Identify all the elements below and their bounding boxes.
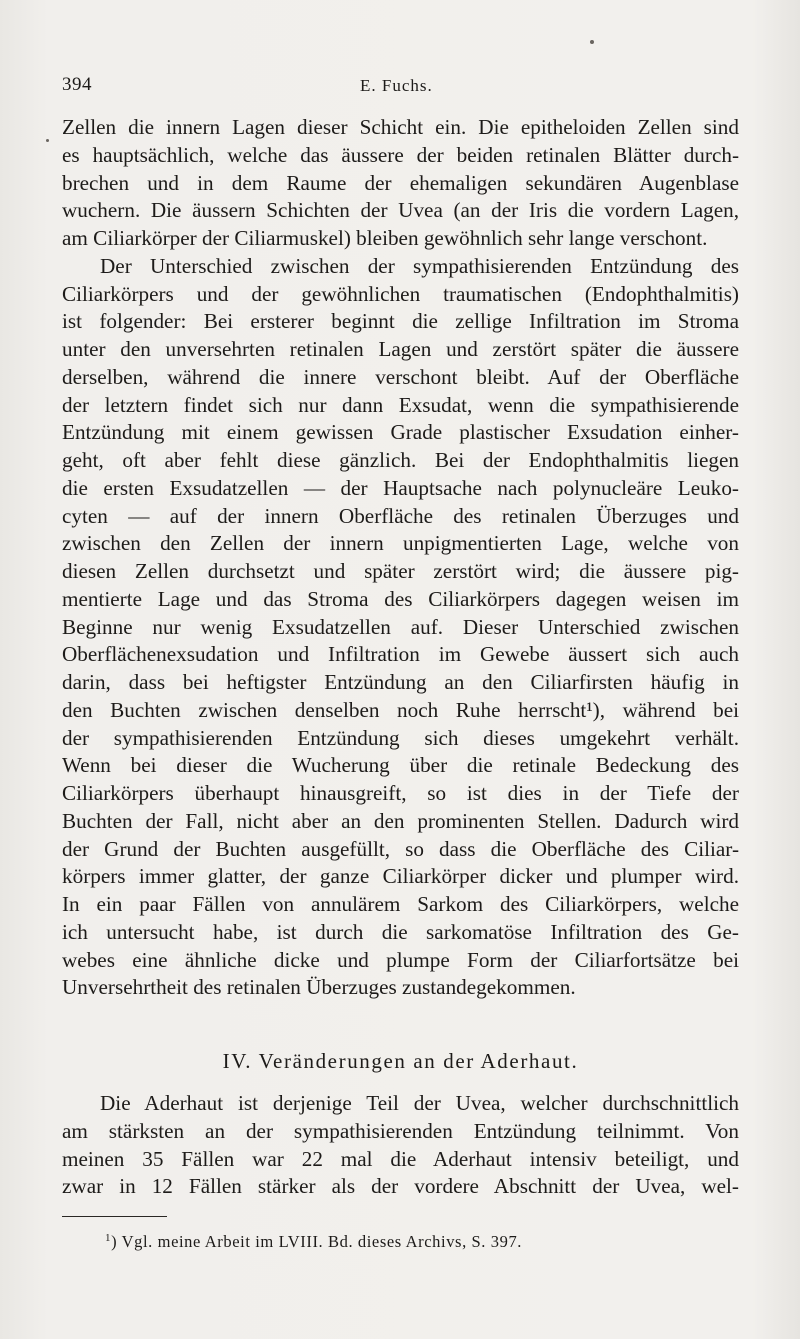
text-line: Beginne nur wenig Exsudatzellen auf. Dieser Unterschied zwischen bbox=[62, 614, 739, 639]
text-line: geht, oft aber fehlt diese gänzlich. Bei der Endophthalmitis liegen bbox=[62, 448, 739, 472]
text-line: es hauptsächlich, welche das äussere der beiden retinalen Blätter durch- bbox=[62, 142, 739, 167]
body-text bbox=[62, 114, 739, 1002]
text-line: unter den unversehrten retinalen Lagen und zerstört später die äussere bbox=[62, 337, 739, 361]
text-line: wuchern. Die äussern Schichten der Uvea (an der Iris die vordern Lagen, bbox=[62, 198, 739, 223]
paragraph-1 bbox=[62, 114, 739, 253]
text-line: darin, dass bei heftigster Entzündung an den Ciliarfirsten häufig in bbox=[62, 670, 739, 694]
text-line: Wenn bei dieser die Wucherung über die retinale Bedeckung des bbox=[62, 753, 739, 778]
text-line: ich untersucht habe, ist durch die sarkomatöse Infiltration des Ge- bbox=[62, 919, 739, 944]
footnote bbox=[105, 1232, 522, 1252]
text-line: den Buchten zwischen denselben noch Ruhe herrscht¹), während bei bbox=[62, 697, 739, 722]
text-line: webes eine ähnliche dicke und plumpe Form der Ciliarfortsätze bei bbox=[62, 947, 739, 972]
text-line: cyten — auf der innern Oberfläche des retinalen Überzuges und bbox=[62, 503, 739, 528]
footnote-text: ) Vgl. meine Arbeit im LVIII. Bd. dieses Archivs, S. 397. bbox=[111, 1232, 523, 1251]
text-line: Der Unterschied zwischen der sympathisierenden Entzündung des bbox=[100, 253, 739, 278]
page-number: 394 bbox=[62, 74, 92, 95]
text-line: der sympathisierenden Entzündung sich dieses umgekehrt verhält. bbox=[62, 725, 739, 750]
text-line: ist folgender: Bei ersterer beginnt die zellige Infiltration im Stroma bbox=[62, 309, 739, 334]
running-head: E. Fuchs. bbox=[360, 76, 433, 95]
text-line: meinen 35 Fällen war 22 mal die Aderhaut intensiv beteiligt, und bbox=[62, 1146, 739, 1171]
section-heading: IV. Veränderungen an der Aderhaut. bbox=[222, 1049, 579, 1073]
footnote-divider bbox=[62, 1216, 167, 1217]
text-line: Oberflächenexsudation und Infiltration im Gewebe äussert sich auch bbox=[62, 642, 739, 667]
text-line: In ein paar Fällen von annulärem Sarkom des Ciliarkörpers, welche bbox=[62, 892, 739, 916]
text-line: körpers immer glatter, der ganze Ciliarkörper dicker und plumper wird. bbox=[62, 864, 739, 889]
text-line: mentierte Lage und das Stroma des Ciliarkörpers dagegen weisen im bbox=[62, 586, 739, 611]
text-line: der letztern findet sich nur dann Exsudat, wenn die sympathisierende bbox=[62, 392, 739, 417]
page-header bbox=[62, 74, 738, 100]
text-line: Die Aderhaut ist derjenige Teil der Uvea, welcher durchschnittlich bbox=[100, 1091, 739, 1115]
text-line: Ciliarkörpers und der gewöhnlichen traumatischen (Endophthalmitis) bbox=[62, 281, 739, 306]
text-line: brechen und in dem Raume der ehemaligen sekundären Augenblase bbox=[62, 170, 739, 195]
text-line: zwar in 12 Fällen stärker als der vordere Abschnitt der Uvea, wel- bbox=[62, 1174, 739, 1199]
text-line: zwischen den Zellen der innern unpigmentierten Lage, welche von bbox=[62, 531, 739, 556]
text-line: Buchten der Fall, nicht aber an den prominenten Stellen. Dadurch wird bbox=[62, 808, 739, 833]
footnote-marker: 1 bbox=[105, 1232, 112, 1244]
print-speck bbox=[46, 139, 49, 142]
text-line: am Ciliarkörper der Ciliarmuskel) bleiben gewöhnlich sehr lange verschont. bbox=[62, 226, 708, 250]
section-body-text bbox=[62, 1090, 739, 1201]
text-line: Entzündung mit einem gewissen Grade plastischer Exsudation einher- bbox=[62, 420, 739, 445]
text-line: am stärksten an der sympathisierenden Entzündung teilnimmt. Von bbox=[62, 1118, 739, 1143]
text-line: derselben, während die innere verschont bleibt. Auf der Oberfläche bbox=[62, 364, 739, 389]
text-line: diesen Zellen durchsetzt und später zerstört wird; die äussere pig- bbox=[62, 559, 739, 583]
text-line: Ciliarkörpers überhaupt hinausgreift, so ist dies in der Tiefe der bbox=[62, 781, 739, 805]
text-line: die ersten Exsudatzellen — der Hauptsache nach polynucleäre Leuko- bbox=[62, 475, 739, 500]
print-speck bbox=[590, 40, 594, 44]
text-line: Zellen die innern Lagen dieser Schicht ein. Die epitheloiden Zellen sind bbox=[62, 115, 739, 139]
text-line: Unversehrtheit des retinalen Überzuges zustandegekommen. bbox=[62, 975, 576, 1000]
paragraph-2 bbox=[62, 253, 739, 1002]
text-line: der Grund der Buchten ausgefüllt, so dass die Oberfläche des Ciliar- bbox=[62, 836, 739, 861]
